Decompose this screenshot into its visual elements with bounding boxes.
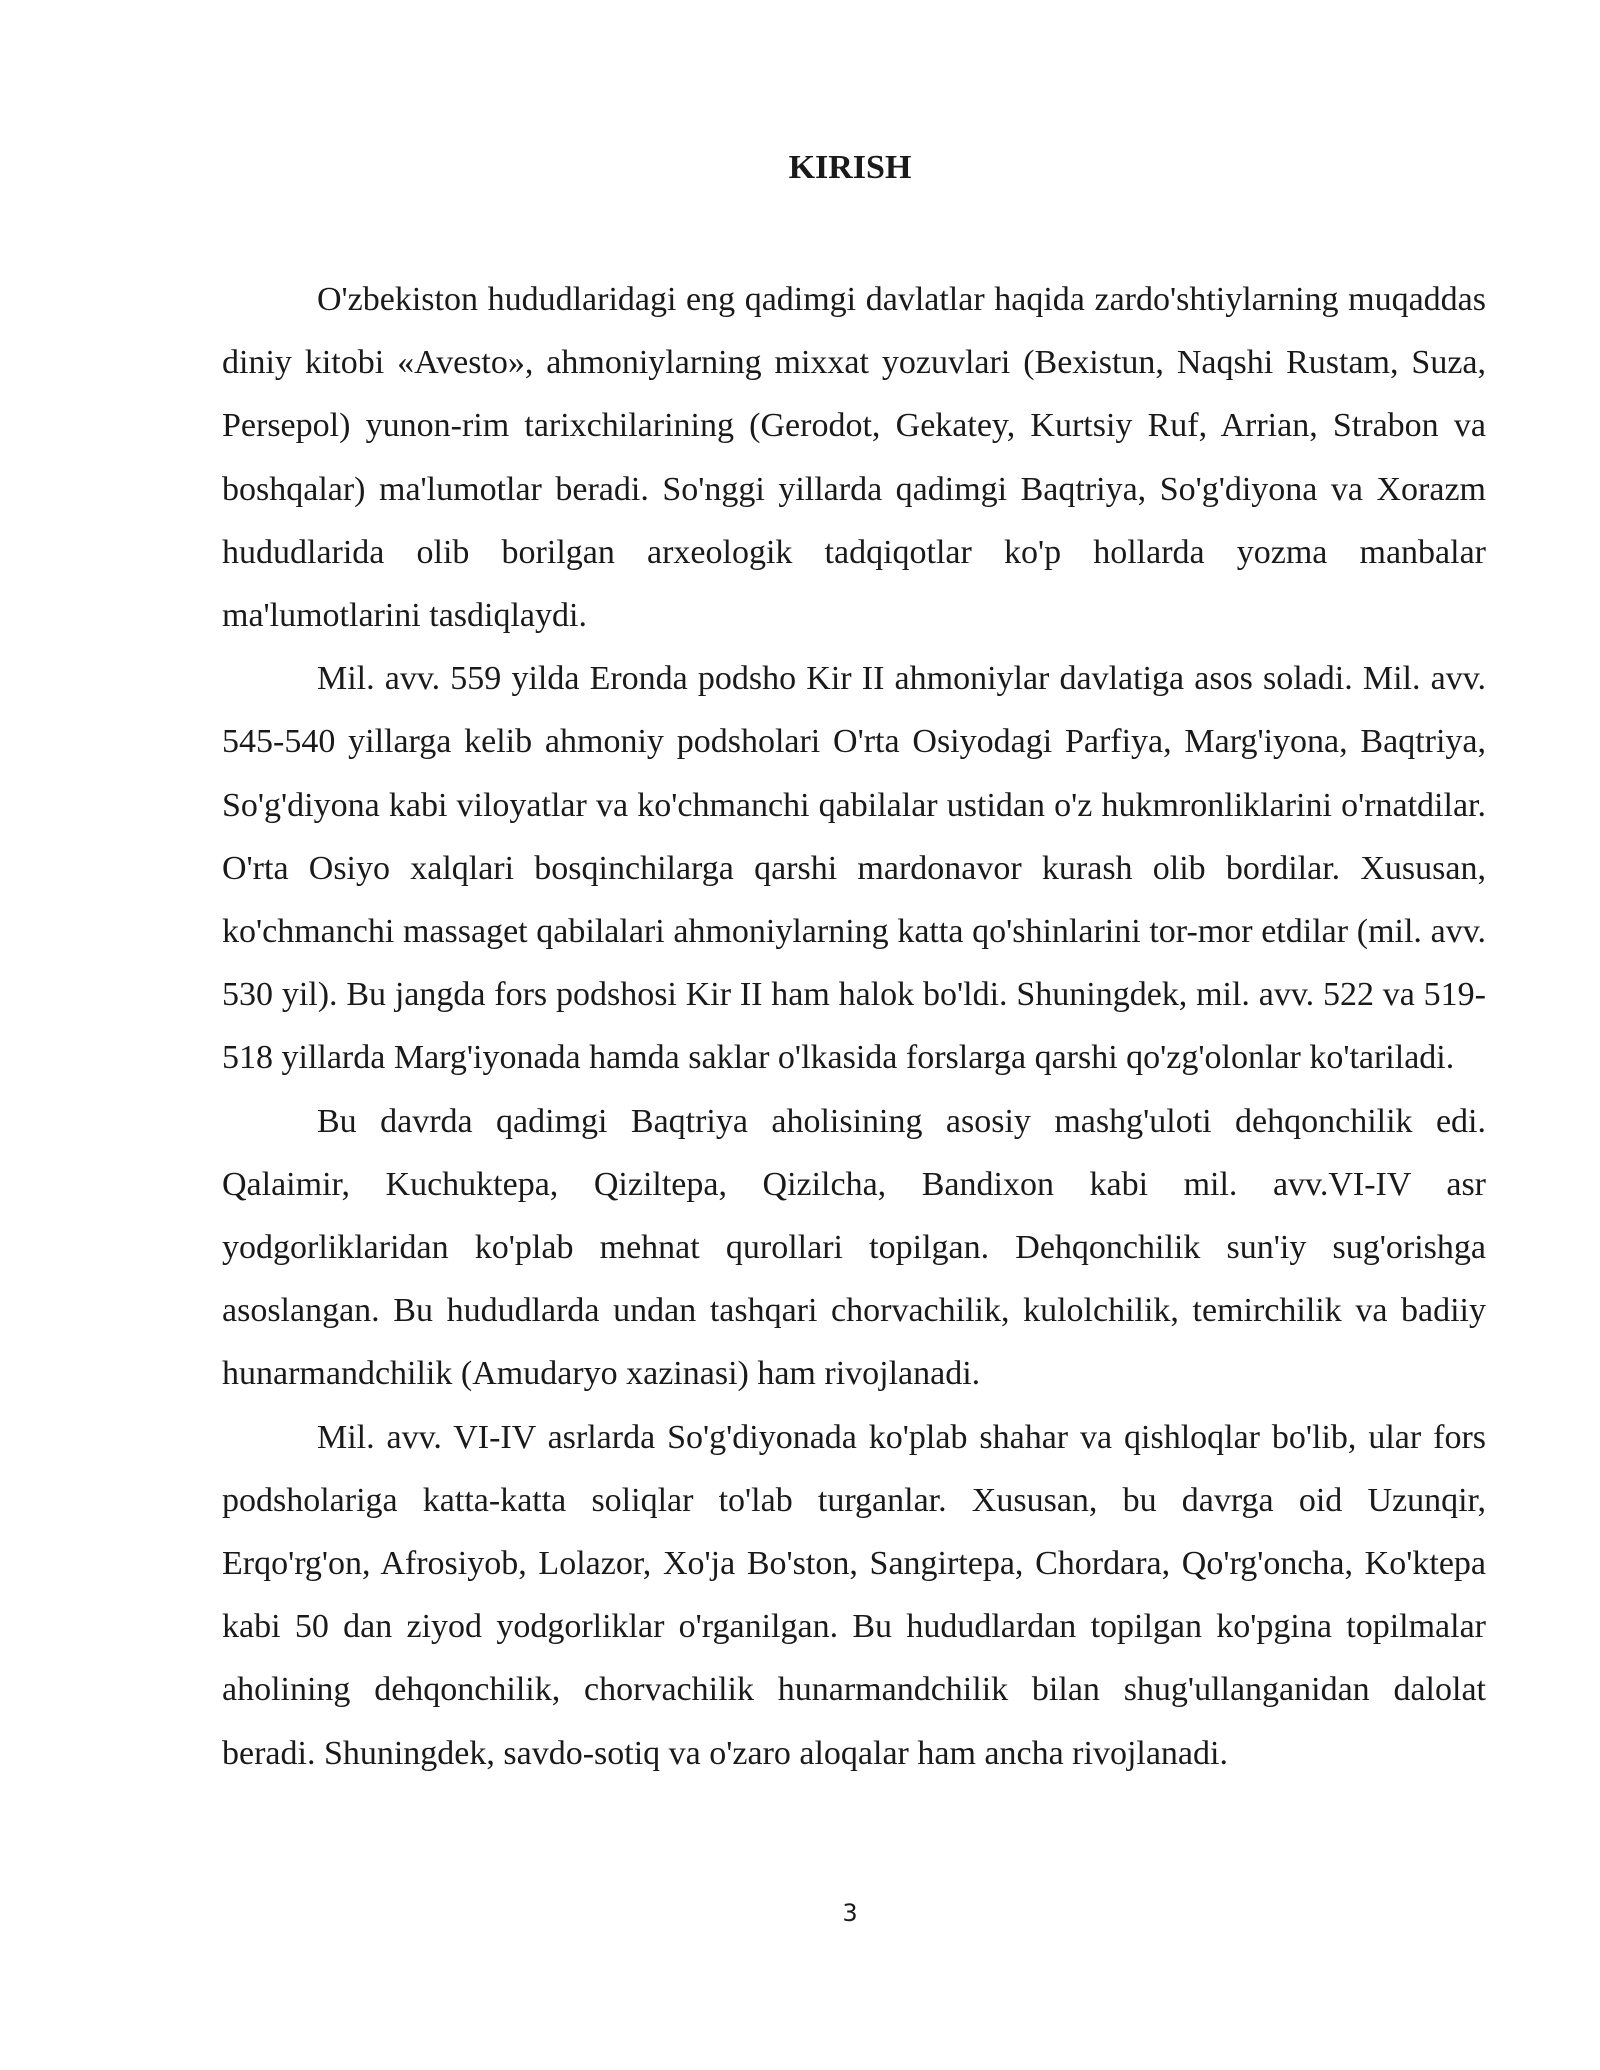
paragraph: Mil. avv. 559 yilda Eronda podsho Kir II ahmoniylar davlatiga asos soladi. Mil. avv. 545-540 yillarga kelib ahmoniy podsholari O'rta Osiyodagi Parfiya, Marg'iyona, Baqtriya, So'g'diyona kabi viloyatlar va ko'chmanchi qabilalar ustidan o'z hukmronliklarini o'rnatdilar. O'rta Osiyo xalqlari bosqinchilarga qarshi mardonavor kurash olib bordilar. Xususan, ko'chmanchi massaget qabilalari ahmoniylarning katta qo'shinlarini tor-mor etdilar (mil. avv. 530 yil). Bu jangda fors podshosi Kir II ham halok bo'ldi. Shuningdek, mil. avv. 522 va 519-518 yillarda Marg'iyonada hamda saklar o'lkasida forslarga qarshi qo'zg'olonlar ko'tariladi. [222,660,1486,1077]
page-title: KIRISH [788,149,912,186]
page-number: 3 [842,1899,858,1927]
paragraph: O'zbekiston hududlaridagi eng qadimgi davlatlar haqida zardo'shtiylarning muqaddas diniy kitobi «Avesto», ahmoniylarning mixxat yozuvlari (Bexistun, Naqshi Rustam, Suza, Persepol) yunon-rim tarixchilarining (Gerodot, Gekatey, Kurtsiy Ruf, Arrian, Strabon va boshqalar) ma'lumotlar beradi. So'nggi yillarda qadimgi Baqtriya, So'g'diyona va Xorazm hududlarida olib borilgan arxeologik tadqiqotlar ko'p hollarda yozma manbalar ma'lumotlarini tasdiqlaydi. [222,281,1486,635]
paragraph: Bu davrda qadimgi Baqtriya aholisining asosiy mashg'uloti dehqonchilik edi. Qalaimir, Kuchuktepa, Qiziltepa, Qizilcha, Bandixon kabi mil. avv.VI-IV asr yodgorliklaridan ko'plab mehnat qurollari topilgan. Dehqonchilik sun'iy sug'orishga asoslangan. Bu hududlarda undan tashqari chorvachilik, kulolchilik, temirchilik va badiiy hunarmandchilik (Amudaryo xazinasi) ham rivojlanadi. [222,1102,1486,1393]
body-text [222,268,1486,1785]
paragraph: Mil. avv. VI-IV asrlarda So'g'diyonada ko'plab shahar va qishloqlar bo'lib, ular fors podsholariga katta-katta soliqlar to'lab turganlar. Xususan, bu davrga oid Uzunqir, Erqo'rg'on, Afrosiyob, Lolazor, Xo'ja Bo'ston, Sangirtepa, Chordara, Qo'rg'oncha, Ko'ktepa kabi 50 dan ziyod yodgorliklar o'rganilgan. Bu hududlardan topilgan ko'pgina topilmalar aholining dehqonchilik, chorvachilik hunarmandchilik bilan shug'ullanganidan dalolat beradi. Shuningdek, savdo-sotiq va o'zaro aloqalar ham ancha rivojlanadi. [222,1418,1486,1772]
